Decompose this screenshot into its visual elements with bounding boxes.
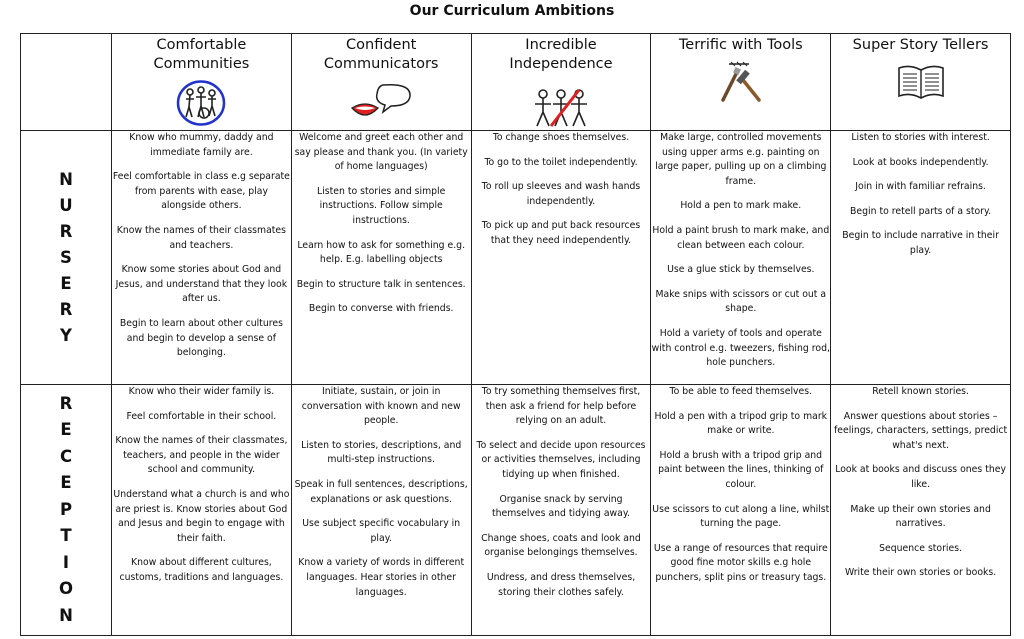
nursery-row-label — [21, 131, 112, 385]
row-label-letter: E — [60, 473, 72, 493]
row-label-letter: N — [59, 169, 73, 189]
column-header-terrific-with-tools — [651, 34, 831, 131]
ambition-item: To try something themselves first, then ask a friend for help before relying on an adult. — [481, 386, 641, 427]
ambition-item: Begin to include narrative in their play. — [842, 230, 999, 256]
ambition-item: Use a range of resources that require good fine motor skills e.g hole punchers, split pins or treasury tags. — [653, 542, 828, 583]
ambition-item: Hold a pen to mark make. — [680, 200, 802, 212]
ambition-item: Organise snack by serving themselves and tidying away. — [491, 493, 630, 520]
ambition-item: Speak in full sentences, descriptions, explanations or ask questions. — [294, 478, 468, 505]
ambition-item: To go to the toilet independently. — [484, 156, 638, 168]
ambition-item: Use a glue stick by themselves. — [667, 264, 815, 276]
nursery-stories-cell — [831, 131, 1011, 385]
community-people-icon — [176, 80, 226, 130]
open-book-icon — [896, 62, 946, 104]
ambition-item: Know about different cultures, customs, traditions and languages. — [119, 557, 284, 583]
ambition-item: Look at books and discuss ones they like. — [835, 464, 1006, 490]
ambition-item: To change shoes themselves. — [492, 132, 630, 143]
reception-stories-cell — [831, 385, 1011, 636]
ambition-item: Use subject specific vocabulary in play. — [302, 518, 461, 544]
ambition-item: To be able to feed themselves. — [669, 386, 813, 397]
ambition-item: Sequence stories. — [879, 542, 963, 554]
ambition-item: Feel comfortable in class e.g separate from parents with ease, play alongside others. — [112, 171, 290, 212]
ambition-item: Listen to stories, descriptions, and multi-step instructions. — [301, 439, 462, 466]
reception-tools-cell — [651, 385, 831, 636]
ambition-item: Learn how to ask for something e.g. help. E.g. labelling objects — [297, 239, 466, 266]
row-label-letter: R — [59, 221, 73, 241]
ambition-item: Retell known stories. — [872, 386, 969, 397]
column-title: Incredible Independence — [509, 37, 613, 72]
ambition-item: Know who mummy, daddy and immediate family are. — [129, 132, 274, 158]
speech-mouth-icon — [349, 82, 413, 130]
column-title: Comfortable Communities — [153, 37, 250, 72]
column-title: Super Story Tellers — [852, 37, 989, 53]
ambition-item: Look at books independently. — [852, 156, 989, 168]
ambition-item: To pick up and put back resources that they need independently. — [481, 220, 641, 246]
ambition-item: Begin to converse with friends. — [308, 303, 454, 315]
nursery-independence-cell — [471, 131, 651, 385]
nursery-row — [21, 131, 1011, 385]
ambition-item: Feel comfortable in their school. — [126, 410, 277, 422]
header-row — [21, 34, 1011, 131]
ambition-item: Know the names of their classmates, teachers, and people in the wider school and community. — [115, 435, 288, 476]
ambition-item: Know a variety of words in different languages. Hear stories in other languages. — [298, 557, 465, 598]
independent-person-icon — [531, 88, 591, 132]
row-label-letter: N — [59, 605, 73, 625]
ambition-item: Make large, controlled movements using upper arms e.g. painting on large paper, pulling up on a climbing frame. — [655, 132, 827, 187]
reception-row — [21, 385, 1011, 636]
ambition-item: To select and decide upon resources or activities themselves, including tidying up when finished. — [476, 439, 646, 480]
ambition-item: Hold a variety of tools and operate with control e.g. tweezers, fishing rod, hole punchers. — [651, 327, 830, 369]
row-label-letter: U — [59, 195, 73, 215]
row-label-letter: P — [59, 499, 73, 519]
ambition-item: Listen to stories with interest. — [851, 132, 990, 143]
row-label-letter: Y — [60, 325, 72, 345]
column-title: Confident Communicators — [323, 37, 439, 72]
reception-row-label — [21, 385, 112, 636]
ambition-item: Hold a paint brush to mark make, and clean between each colour. — [652, 224, 830, 251]
ambition-item: Initiate, sustain, or join in conversation with known and new people. — [301, 386, 461, 427]
ambition-item: Make snips with scissors or cut out a shape. — [655, 288, 827, 315]
nursery-communicators-cell — [291, 131, 471, 385]
reception-independence-cell — [471, 385, 651, 636]
ambition-item: Answer questions about stories – feelings, characters, settings, predict what's next. — [834, 410, 1008, 451]
column-header-super-story-tellers — [831, 34, 1011, 131]
ambition-item: Begin to learn about other cultures and begin to develop a sense of belonging. — [119, 317, 283, 359]
ambition-item: Listen to stories and simple instructions. Follow simple instructions. — [317, 185, 446, 226]
nursery-tools-cell — [651, 131, 831, 385]
ambition-item: Begin to retell parts of a story. — [850, 205, 992, 217]
row-label-letter: C — [59, 446, 73, 466]
reception-communities-cell — [112, 385, 292, 636]
row-label-letter: E — [60, 273, 72, 293]
ambition-item: Join in with familiar refrains. — [855, 181, 986, 193]
row-label-letter: E — [60, 420, 72, 440]
ambition-item: Know who their wider family is. — [128, 386, 275, 397]
curriculum-table — [20, 33, 1011, 636]
column-header-comfortable-communities — [112, 34, 292, 131]
ambition-item: Welcome and greet each other and say please and thank you. (In variety of home languages) — [294, 132, 468, 173]
tools-icon — [719, 60, 763, 108]
ambition-item: Understand what a church is and who are priest is. Know stories about God and Jesus and begin to engage with their faith. — [113, 488, 290, 544]
column-header-incredible-independence — [471, 34, 651, 131]
row-label-letter: I — [62, 552, 70, 572]
ambition-item: Know the names of their classmates and teachers. — [116, 224, 286, 251]
ambition-item: Begin to structure talk in sentences. — [296, 278, 466, 290]
page-title: Our Curriculum Ambitions — [409, 3, 615, 19]
row-label-letter: O — [58, 579, 74, 599]
reception-communicators-cell — [291, 385, 471, 636]
row-label-letter: R — [59, 393, 73, 413]
ambition-item: Make up their own stories and narratives. — [850, 503, 991, 530]
column-title: Terrific with Tools — [678, 37, 803, 53]
row-label-letter: R — [59, 299, 73, 319]
ambition-item: To roll up sleeves and wash hands independently. — [481, 181, 641, 207]
ambition-item: Hold a brush with a tripod grip and paint between the lines, thinking of colour. — [658, 449, 824, 490]
row-label-letter: T — [60, 526, 72, 546]
ambition-item: Hold a pen with a tripod grip to mark make or write. — [654, 410, 828, 437]
column-header-confident-communicators — [291, 34, 471, 131]
row-label-letter: S — [60, 247, 72, 267]
ambition-item: Write their own stories or books. — [844, 567, 997, 579]
corner-cell — [21, 34, 112, 131]
ambition-item: Change shoes, coats and look and organise belongings themselves. — [481, 532, 641, 559]
ambition-item: Undress, and dress themselves, storing their clothes safely. — [486, 571, 636, 598]
nursery-communities-cell — [112, 131, 292, 385]
ambition-item: Know some stories about God and Jesus, and understand that they look after us. — [115, 264, 288, 305]
ambition-item: Use scissors to cut along a line, whilst turning the page. — [652, 503, 830, 530]
